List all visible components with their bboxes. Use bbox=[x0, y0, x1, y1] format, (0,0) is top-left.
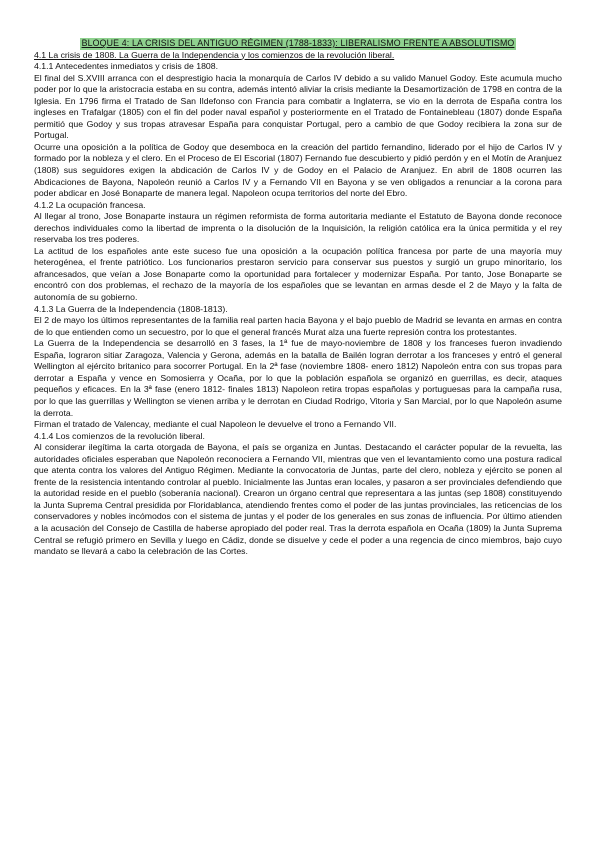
paragraph: Firman el tratado de Valencay, mediante el cual Napoleon le devuelve el trono a Fernando VII. bbox=[34, 419, 397, 430]
paragraph: El 2 de mayo los últimos representantes de la familia real parten hacia Bayona y el bajo pueblo de Madrid se levanta en armas en contra de lo que entienden como un secuestro, por lo que el general francés Murat alza una fuerte represión contra los protestantes. bbox=[34, 315, 562, 337]
subsection-heading: 4.1.1 Antecedentes inmediatos y crisis de 1808. bbox=[34, 61, 218, 72]
subsection-heading: 4.1.4 Los comienzos de la revolución liberal. bbox=[34, 430, 205, 441]
title-bar bbox=[34, 38, 562, 50]
paragraph: La actitud de los españoles ante este suceso fue una oposición a la ocupación política francesa por parte de una mayoría muy heterogénea, el frente patriótico. Los funcionarios prestaron servicio para conservar sus puestos y surgió un grupo minoritario, los afrancesados, que veían a Jose Bonaparte como la oportunidad para fortalecer y modernizar España. Por tanto, Jose Bonaparte se encontró con dos problemas, el rechazo de la mayoría de los españoles que se levantan en armas desde el 2 de Mayo y la falta de autonomía de su gobierno. bbox=[34, 245, 562, 303]
subsection-heading: 4.1.2 La ocupación francesa. bbox=[34, 199, 146, 210]
paragraph: Ocurre una oposición a la política de Godoy que desemboca en la creación del partido fernandino, liderado por el hijo de Carlos IV y formado por la nobleza y el clero. En el Proceso de El Escorial (1807) Fernando fue descubierto y pidió perdón y en el Motín de Aranjuez (1808) sus seguidores exigen la abdicación de Carlos IV y de Godoy en el Palacio de Aranjuez. En abril de 1808 ocurren las Abdicaciones de Bayona, Napoleón reunió a Carlos IV y a Fernando VII en Bayona y se ven obligados a renunciar a la corona para poder abdicar en José Bonaparte de manera legal. Napoleon ocupa territorios del norte del Ebro. bbox=[34, 141, 562, 199]
document-page bbox=[34, 38, 562, 558]
subsection-revolucion bbox=[34, 431, 562, 558]
paragraph: El final del S.XVIII arranca con el desprestigio hacia la monarquía de Carlos IV debido a su valido Manuel Godoy. Este acumula mucho poder por lo que la aristocracia estaba en su contra, además intentó aliviar la crisis mediante la Desamortización de 1798 en contra de la Iglesia. En 1796 firma el Tratado de San Ildefonso con Francia para combatir a Inglaterra, se vio en la derrota de España contra los ingleses en Trafalgar (1805) con el fin del poder naval español y posteriormente en el Tratado de Fontainebleau (1807) donde España permitió que Godoy y sus tropas atravesar España para conquistar Portugal, pero a cambio de que Godoy recibiera la zona sur de Portugal. bbox=[34, 72, 562, 141]
subsection-guerra bbox=[34, 304, 562, 431]
subsection-ocupacion bbox=[34, 200, 562, 304]
subsection-antecedentes bbox=[34, 61, 562, 200]
paragraph: Al considerar ilegítima la carta otorgada de Bayona, el país se organiza en Juntas. Destacando el carácter popular de la revuelta, las autoridades oficiales esperaban que Napoleón reconociera a Fernando VII, mientras que ven el levantamiento como una postura radical que atenta contra los valores del Antiguo Régimen. Mediante la convocatoria de Juntas, parte del clero, nobleza y ejército se ponen al frente de la resistencia intentando controlar al pueblo. Inicialmente las Juntas eran locales, y pasaron a ser provinciales defendiendo que la autoridad reside en el pueblo (soberanía nacional). Crearon un órgano central que representara a las juntas (sep 1808) constituyendo la Junta Suprema Central presidida por Floridablanca, atendiendo frentes como el poder de las juntas provinciales, las reticencias de los conservadores y nobles incómodos con el sistema de juntas y el poder de los generales en sus zonas de influencia. Por último atienden a la acusación del Consejo de Castilla de haberse apropiado del poder real. Tras la derrota española en Ocaña (1809) la Junta Suprema Central se refugió primero en Sevilla y luego en Cádiz, donde se disuelve y cede el poder a una regencia de cinco miembros, bajo cuyo mandato se llevará a cabo la celebración de las Cortes. bbox=[34, 442, 562, 557]
section-heading: 4.1 La crisis de 1808. La Guerra de la Independencia y los comienzos de la revolución liberal. bbox=[34, 49, 395, 60]
subsection-heading: 4.1.3 La Guerra de la Independencia (1808-1813). bbox=[34, 303, 228, 314]
paragraph: La Guerra de la Independencia se desarrolló en 3 fases, la 1ª fue de mayo-noviembre de 1808 y los franceses fueron invadiendo España, lograron sitiar Zaragoza, Valencia y Gerona, además en la batalla de Bailén logran derrotar a los franceses y entró el general Wellington al ejército britanico para socorrer Portugal. En la 2ª fase (noviembre 1808- enero 1812) Napoleón entra con sus tropas para derrotar a España y vence en Somosierra y Ocaña, por lo que la población española se organizó en guerrillas, es decir, ataques pequeños y eficaces. En la 3ª fase (enero 1812- finales 1813) Napoleon retira tropas españolas y portuguesas para la campaña rusa, por lo que las guerrillas y Wellington se vienen arriba y le derrotan en Ciudad Rodrigo, Vitoria y San Marcial, por lo que Napoleón asume la derrota. bbox=[34, 338, 562, 418]
paragraph: Al llegar al trono, Jose Bonaparte instaura un régimen reformista de forma autoritaria mediante el Estatuto de Bayona donde reconoce derechos individuales como la libertad de imprenta o la disolución de la Inquisición, la religión católica era la única permitida y el rey reservaba los tres poderes. bbox=[34, 211, 562, 245]
document-title: BLOQUE 4: LA CRISIS DEL ANTIGUO RÉGIMEN (1788-1833): LIBERALISMO FRENTE A ABSOLUTISMO bbox=[81, 38, 515, 48]
